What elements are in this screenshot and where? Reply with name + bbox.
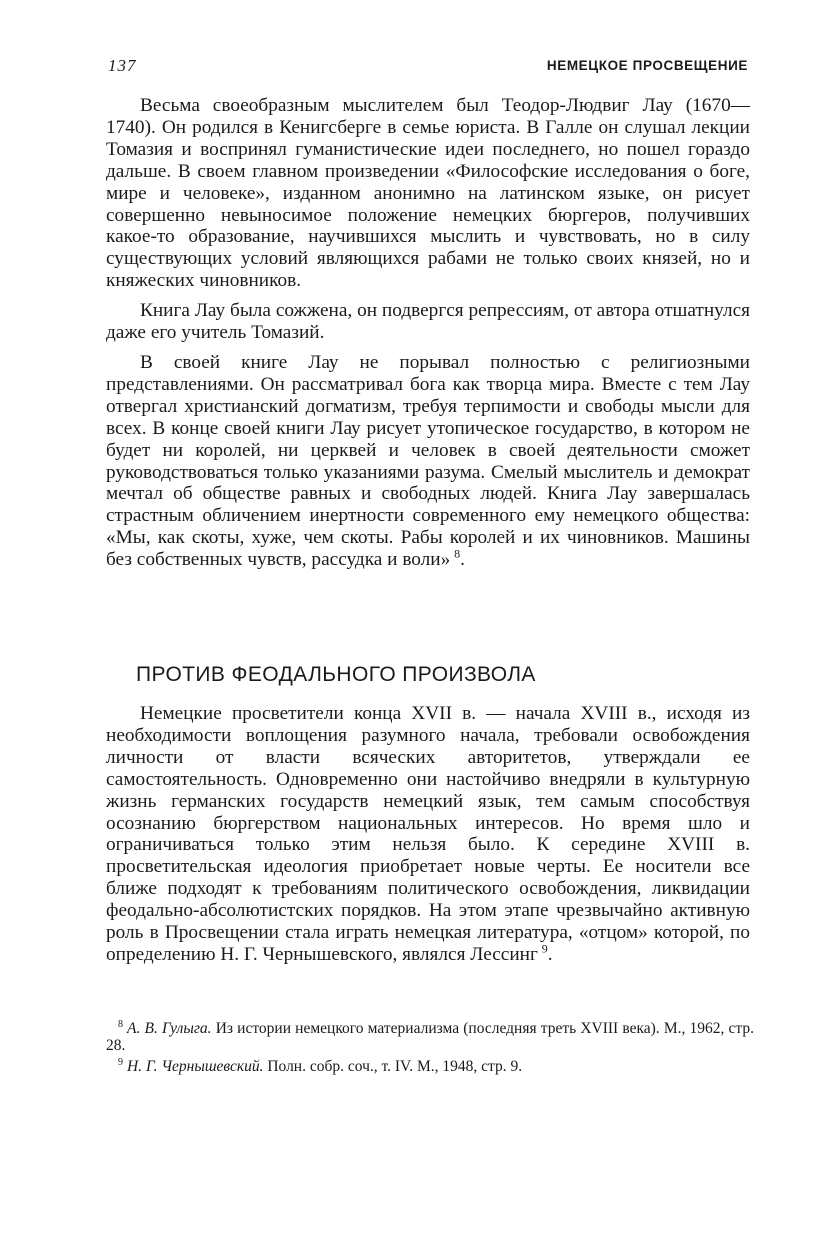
footnote-8 [106,1016,754,1054]
paragraph-enlightenment-text: Немецкие просветители конца XVII в. — начала XVIII в., исходя из необходимости воплощения разумного начала, требовали освобождения личности от власти всяческих авторитетов, утверждали ее самостоятельность. Одновременно они настойчиво внедряли в культурную жизнь германских государств немецкий язык, тем самым способствуя осознанию бюргерством национальных интересов. Но время шло и ограничиваться только этим нельзя было. К середине XVIII в. просветительская идеология приобретает новые черты. Ее носители все ближе подходят к требованиям политического освобождения, ликвидации феодально-абсолютистских порядков. На этом этапе чрезвычайно активную роль в Просвещении стала играть немецкая литература, «отцом» которой, по определению Н. Г. Чернышевского, являлся Лессинг [106,703,750,965]
page-number: 137 [108,56,137,75]
paragraph-lau-intro: Весьма своеобразным мыслителем был Теодор-Людвиг Лау (1670—1740). Он родился в Кенигсберге в семье юриста. В Галле он слушал лекции Томазия и воспринял гуманистические идеи последнего, но пошел гораздо дальше. В своем главном произведении «Философские исследования о боге, мире и человеке», изданном анонимно на латинском языке, он рисует совершенно невыносимое положение немецких бюргеров, получивших какое-то образование, научившихся мыслить и чувствовать, но в силу существующих условий являющихся рабами не только своих князей, но и княжеских чиновников. [106,95,750,292]
footnote-text: Полн. собр. соч., т. IV. М., 1948, стр. 9. [267,1058,523,1076]
footnote-author: А. В. Гулыга. [127,1020,212,1038]
paragraph-book-burned: Книга Лау была сожжена, он подвергся репрессиям, от автора отшатнулся даже его учитель Томазий. [106,300,750,344]
running-head [108,56,748,78]
paragraph-lau-religion: В своей книге Лау не порывал полностью с религиозными представлениями. Он рассматривал бога как творца мира. Вместе с тем Лау отвергал христианский догматизм, требуя терпимости и свободы мысли для всех. В конце своей книги Лау рисует утопическое государство, в котором не будет ни королей, ни церквей и человек в своей деятельности сможет руководствоваться только указаниями разума. Смелый мыслитель и демократ мечтал об обществе равных и свободных людей. Книга Лау завершалась страстным обличением инертности современного ему немецкого общества: «Мы, как скоты, хуже, чем скоты. Рабы королей и их чиновников. Машины без собственных чувств, рассудка и воли» $^8$. [106,351,750,571]
paragraph-enlightenment: Немецкие просветители конца XVII в. — начала XVIII в., исходя из необходимости воплощения разумного начала, требовали освобождения личности от власти всяческих авторитетов, утверждали ее самостоятельность. Одновременно они настойчиво внедряли в культурную жизнь германских государств немецкий язык, тем самым способствуя осознанию бюргерством национальных интересов. Но время шло и ограничиваться только этим нельзя было. К середине XVIII в. просветительская идеология приобретает новые черты. Ее носители все ближе подходят к требованиям политического освобождения, ликвидации феодально-абсолютистских порядков. На этом этапе чрезвычайно активную роль в Просвещении стала играть немецкая литература, «отцом» которой, по определению Н. Г. Чернышевского, являлся Лессинг $^9$. [106,703,750,965]
footnote-divider [108,1008,228,1009]
footnote-9 [106,1054,754,1075]
footnote-author: Н. Г. Чернышевский. [127,1058,264,1076]
footnotes [106,1016,754,1075]
footnote-reference-8: 8 [454,546,461,561]
footnote-reference-9: 9 [541,941,548,956]
running-title: НЕМЕЦКОЕ ПРОСВЕЩЕНИЕ [546,58,748,73]
footnote-text: Из истории немецкого материализма (последняя треть XVIII века). М., 1962, стр. 28. [106,1020,754,1055]
footnote-marker: 9 [118,1057,123,1069]
section-text-block [106,703,750,966]
section-heading: ПРОТИВ ФЕОДАЛЬНОГО ПРОИЗВОЛА [136,663,536,686]
footnote-marker: 8 [118,1019,123,1030]
paragraph-lau-religion-text: В своей книге Лау не порывал полностью с религиозными представлениями. Он рассматривал бога как творца мира. Вместе с тем Лау отвергал христианский догматизм, требуя терпимости и свободы мысли для всех. В конце своей книги Лау рисует утопическое государство, в котором не будет ни королей, ни церквей и человек в своей деятельности сможет руководствоваться только указаниями разума. Смелый мыслитель и демократ мечтал об обществе равных и свободных людей. Книга Лау завершалась страстным обличением инертности современного ему немецкого общества: «Мы, как скоты, хуже, чем скоты. Рабы королей и их чиновников. Машины без собственных чувств, рассудка и воли» [106,351,750,571]
main-text-block [106,95,750,571]
